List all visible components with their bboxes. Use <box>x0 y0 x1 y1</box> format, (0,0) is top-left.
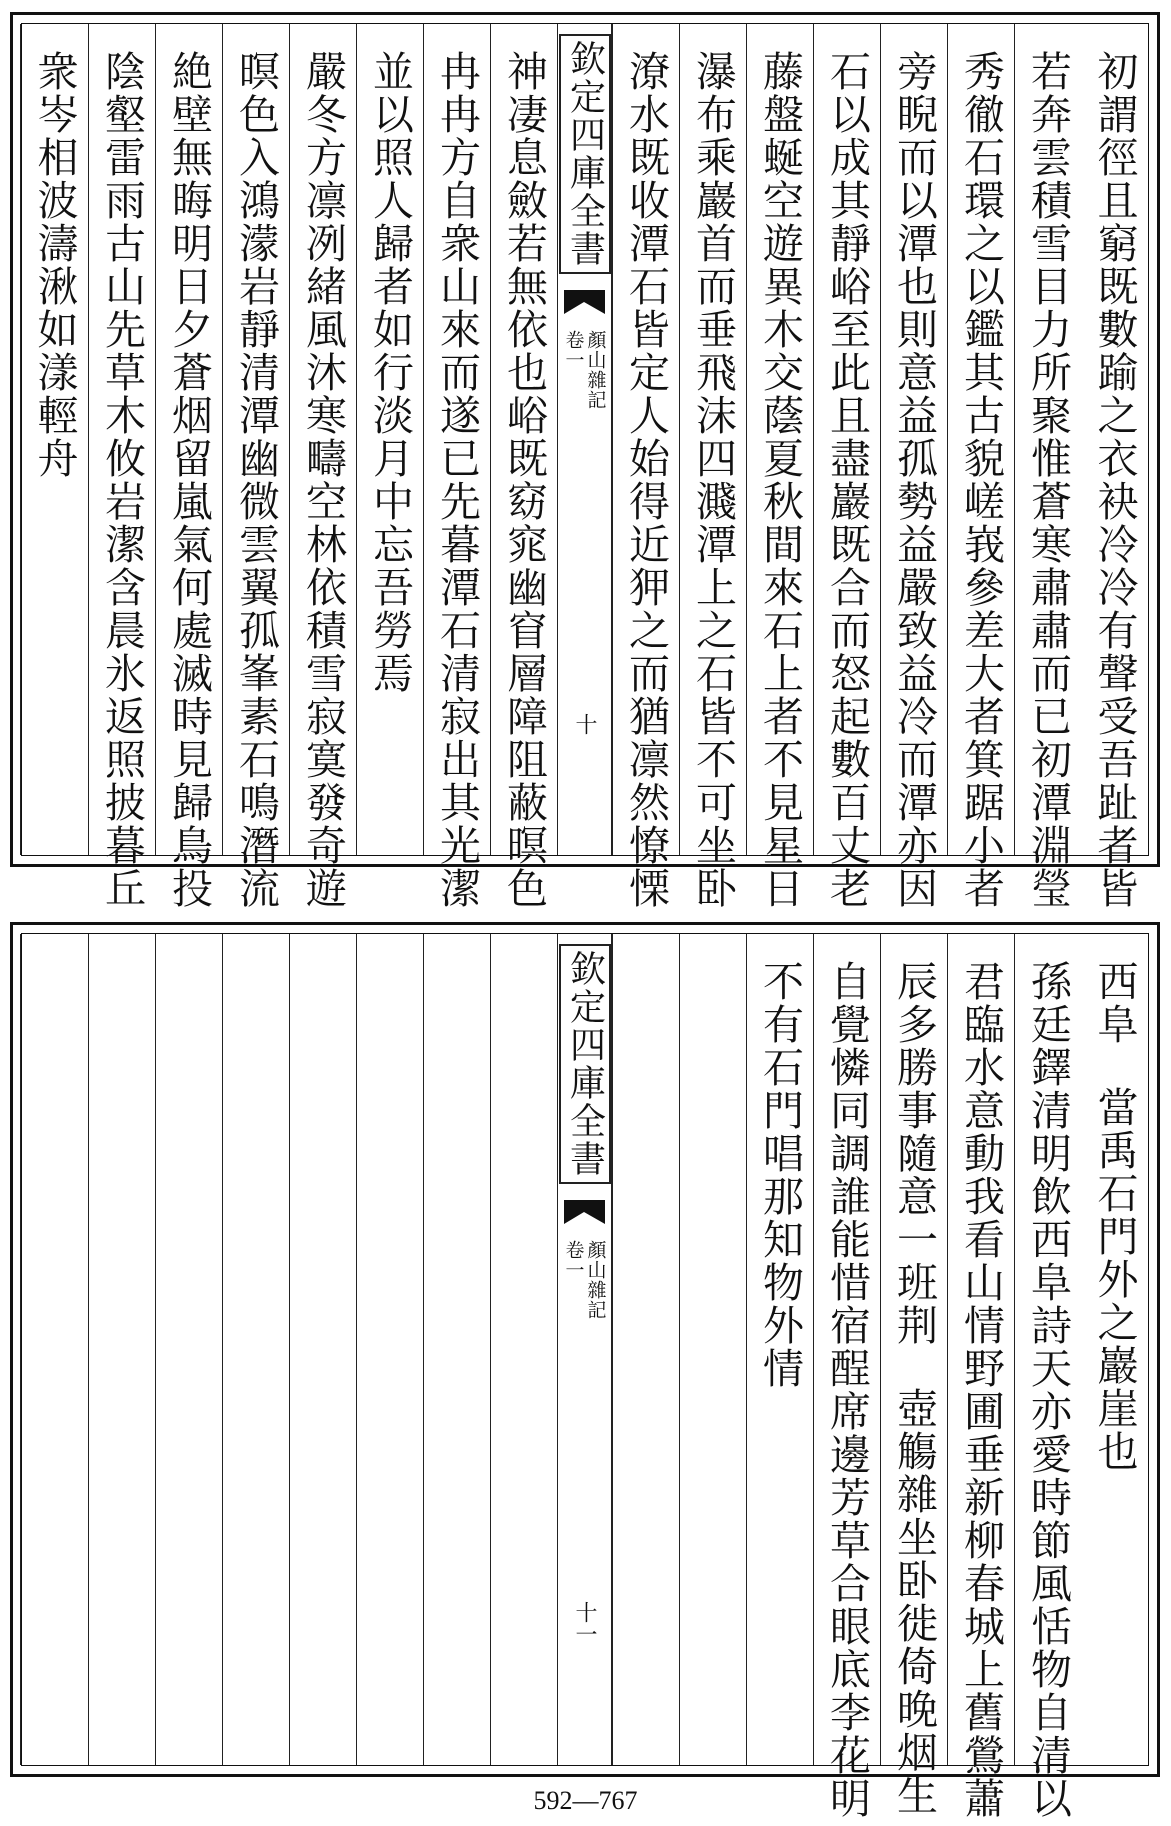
column-text-continued: 壺觴雜坐卧徙倚晚烟生 <box>890 1387 938 1817</box>
text-column <box>1014 934 1081 1820</box>
empty-column <box>88 934 155 1765</box>
spine-subtitle <box>564 330 606 410</box>
column-text: 冉冉方自衆山來而遂已先暮潭石清寂出其光潔 <box>433 50 481 910</box>
empty-column <box>289 934 356 1765</box>
empty-column <box>490 934 557 1765</box>
empty-column <box>20 934 88 1765</box>
text-column <box>1014 24 1081 910</box>
page-number: 十一 <box>572 1601 597 1645</box>
text-column <box>289 24 356 910</box>
empty-column <box>155 934 222 1765</box>
text-column <box>947 24 1014 910</box>
column-text: 自覺憐同調誰能惜宿酲席邊芳草合眼底李花明 <box>823 960 871 1820</box>
text-column <box>490 24 557 910</box>
column-text: 暝色入鴻濛岩靜清潭幽微雲翼孤峯素石鳴潛流 <box>232 50 280 910</box>
top-page-frame <box>21 23 1149 910</box>
column-text: 石以成其靜峪至此且盡巖既合而怒起數百丈老 <box>823 50 871 910</box>
column-text: 辰多勝事隨意一班荆 <box>890 960 938 1347</box>
column-text: 君臨水意動我看山情野圃垂新柳春城上舊鶯蕭 <box>957 960 1005 1820</box>
empty-column <box>222 934 289 1765</box>
spine-title: 欽定四庫全書 <box>559 34 611 274</box>
column-text: 若奔雲積雪目力所聚惟蒼寒肅肅而已初潭淵瑩 <box>1024 50 1072 910</box>
empty-column <box>423 934 490 1765</box>
text-column <box>1081 934 1148 1765</box>
text-column <box>746 934 813 1765</box>
text-column <box>222 24 289 910</box>
text-column <box>746 24 813 910</box>
column-text: 西阜 <box>1090 960 1139 1046</box>
empty-column <box>612 934 679 1765</box>
spine-book-name: 顏山雜記 <box>584 1240 607 1320</box>
text-column <box>880 24 947 910</box>
column-text: 嚴冬方凛冽緒風沐寒疇空林依積雪寂寞發奇遊 <box>299 50 347 910</box>
text-column <box>679 24 746 910</box>
text-column <box>813 934 880 1820</box>
column-text: 神凄息斂若無依也峪既窈窕幽窅層障阻蔽暝色 <box>500 50 548 910</box>
text-column <box>88 24 155 910</box>
spine-volume: 卷一 <box>562 1240 585 1280</box>
column-text: 衆岑相波濤湫如漾輕舟 <box>30 50 79 480</box>
text-column <box>20 24 88 855</box>
text-column <box>947 934 1014 1820</box>
column-text: 旁睨而以潭也則意益孤勢益嚴致益冷而潭亦因 <box>890 50 938 910</box>
column-text: 不有石門唱那知物外情 <box>756 960 804 1390</box>
top-page <box>10 12 1160 910</box>
column-text: 陰壑雷雨古山先草木攸岩潔含晨氷返照披暮丘 <box>98 50 146 910</box>
page-number: 十 <box>572 713 597 735</box>
fishtail-mark-icon <box>562 288 607 316</box>
text-column <box>813 24 880 910</box>
text-column <box>356 24 423 855</box>
spine-subtitle <box>564 1240 606 1320</box>
empty-column <box>679 934 746 1765</box>
text-column <box>880 934 947 1817</box>
spine-title: 欽定四庫全書 <box>559 944 611 1184</box>
column-text: 孫廷鐸清明飲西阜詩天亦愛時節風恬物自清以 <box>1024 960 1072 1820</box>
column-text: 潦水既收潭石皆定人始得近狎之而猶凛然憭慄 <box>622 50 670 910</box>
text-column <box>155 24 222 910</box>
column-text: 藤盤蜒空遊異木交蔭夏秋間來石上者不見星日 <box>756 50 804 910</box>
column-text: 並以照人歸者如行淡月中忘吾勞焉 <box>366 50 414 695</box>
column-text: 秀徹石環之以鑑其古貌嵯峩參差大者箕踞小者 <box>957 50 1005 910</box>
spine-volume: 卷一 <box>562 330 585 370</box>
column-text: 絶壁無晦明日夕蒼烟留嵐氣何處滅時見歸鳥投 <box>165 50 213 910</box>
column-text-continued: 當禹石門外之巖崖也 <box>1090 1086 1139 1473</box>
text-column <box>612 24 679 910</box>
spine-book-name: 顏山雜記 <box>584 330 607 410</box>
text-column <box>1081 24 1148 910</box>
book-spine <box>557 24 612 855</box>
column-text: 瀑布乘巖首而垂飛沫四濺潭上之石皆不可坐卧 <box>689 50 737 910</box>
page-footer-number: 592—767 <box>533 1786 638 1815</box>
book-spine <box>557 934 612 1765</box>
empty-column <box>356 934 423 1765</box>
text-column <box>423 24 490 910</box>
column-text: 初謂徑且窮既數踰之衣袂冷冷有聲受吾趾者皆 <box>1090 50 1139 910</box>
fishtail-mark-icon <box>562 1198 607 1226</box>
